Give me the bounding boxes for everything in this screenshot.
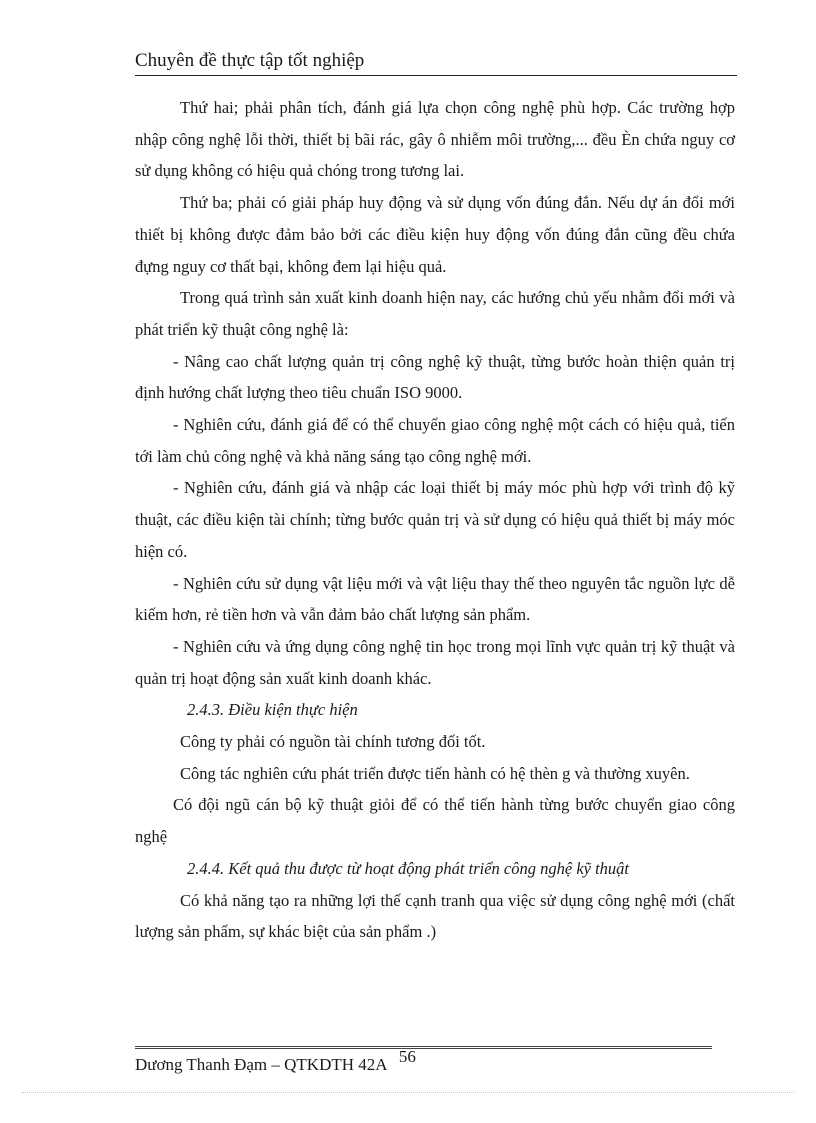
section-heading: 2.4.4. Kết quả thu được từ hoạt động phát triển công nghệ kỹ thuật [187,858,630,878]
paragraph: Công ty phải có nguồn tài chính tương đối tốt. [180,732,486,752]
page-header [135,48,737,76]
section-heading: 2.4.3. Điều kiện thực hiện [187,700,358,720]
paragraph: Thứ ba; phải có giải pháp huy động và sử dụng vốn đúng đắn. Nếu dự án đổi mới thiết bị không được đảm bảo bởi các điều kiện huy động vốn đúng đắn cũng đều chứa đựng nguy cơ thất bại, không đem lại hiệu quả. [135,193,735,276]
paragraph: Có đội ngũ cán bộ kỹ thuật giỏi để có thể tiến hành từng bước chuyển giao công nghệ [135,795,735,847]
bullet-item: - Nghiên cứu, đánh giá và nhập các loại thiết bị máy móc phù hợp với trình độ kỹ thuật, các điều kiện tài chính; từng bước quản trị và sử dụng có hiệu quả thiết bị máy móc hiện có. [135,478,735,561]
bullet-item: - Nghiên cứu và ứng dụng công nghệ tin học trong mọi lĩnh vực quản trị kỹ thuật và quản trị hoạt động sản xuất kinh doanh khác. [135,636,735,688]
bullet-item: - Nghiên cứu, đánh giá để có thể chuyển giao công nghệ một cách có hiệu quả, tiến tới làm chủ công nghệ và khả năng sáng tạo công nghệ mới. [135,415,735,466]
paragraph: Công tác nghiên cứu phát triển được tiến hành có hệ thèn g và thường xuyên. [180,763,690,783]
paragraph: Thứ hai; phải phân tích, đánh giá lựa chọn công nghệ phù hợp. Các trường hợp nhập công nghệ lỗi thời, thiết bị bãi rác, gây ô nhiễm môi trường,... đều Èn chứa nguy cơ sử dụng không có hiệu quả chóng trong tương lai. [135,98,735,181]
bullet-item: - Nâng cao chất lượng quản trị công nghệ kỹ thuật, từng bước hoàn thiện quản trị định hướng chất lượng theo tiêu chuẩn ISO 9000. [135,351,735,403]
paragraph: Có khả năng tạo ra những lợi thế cạnh tranh qua việc sử dụng công nghệ mới (chất lượng sản phẩm, sự khác biệt của sản phẩm .) [135,890,735,942]
page-number: 56 [398,1047,416,1066]
page-footer [135,1046,712,1075]
document-body [135,92,735,948]
page-edge-divider [22,1092,794,1093]
footer-line [135,1047,712,1075]
paragraph: Trong quá trình sản xuất kinh doanh hiện nay, các hướng chủ yếu nhằm đổi mới và phát triển kỹ thuật công nghệ là: [135,288,735,339]
footer-author: Dương Thanh Đạm – QTKDTH 42A [135,1055,387,1074]
header-title: Chuyên đề thực tập tốt nghiệp [135,50,365,71]
bullet-item: - Nghiên cứu sử dụng vật liệu mới và vật liệu thay thế theo nguyên tắc nguồn lực dễ kiếm hơn, rẻ tiền hơn và vẫn đảm bảo chất lượng sản phẩm. [135,573,735,625]
